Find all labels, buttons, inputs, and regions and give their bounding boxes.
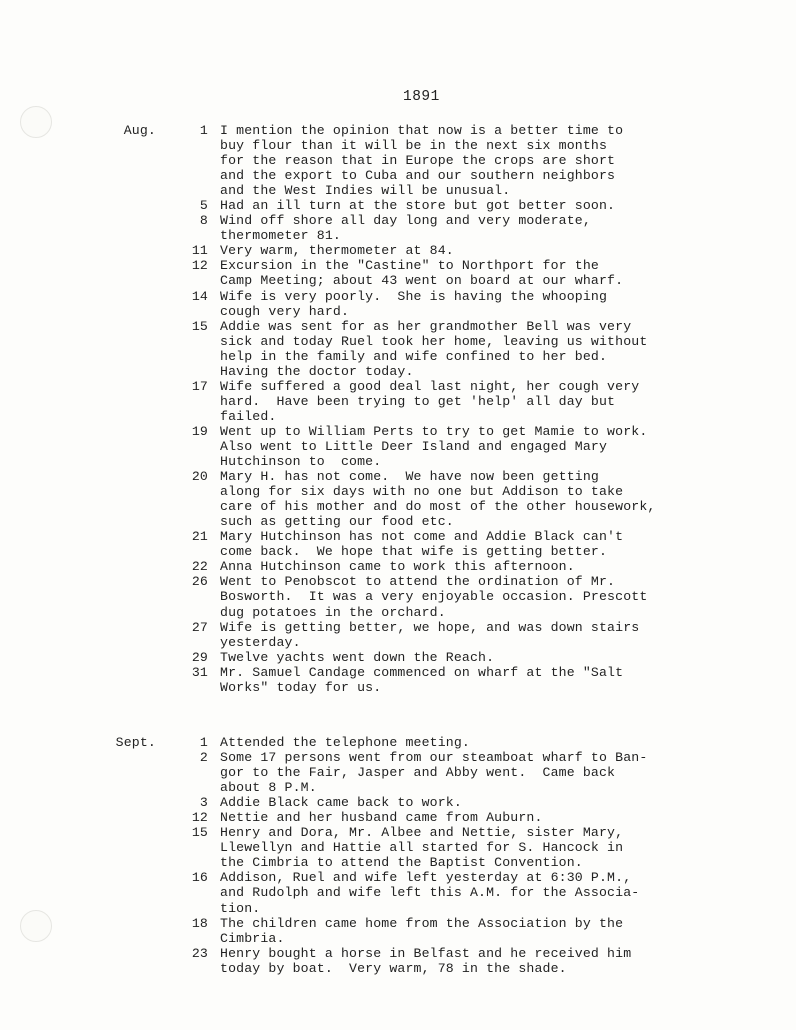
diary-entry [0, 319, 796, 379]
day-number: 21 [191, 529, 208, 545]
entry-line: Twelve yachts went down the Reach. [220, 649, 495, 665]
day-number: 2 [199, 750, 208, 766]
diary-entry [0, 198, 796, 213]
entry-line: Addison, Ruel and wife left yesterday at 6:30 P.M., [220, 870, 632, 886]
entry-line: Wind off shore all day long and very moderate, [220, 213, 591, 229]
diary-entry [0, 243, 796, 258]
diary-entry [0, 946, 796, 976]
entry-text [220, 289, 607, 319]
diary-entry [0, 735, 796, 750]
day-number: 12 [191, 810, 208, 826]
entry-line: hard. Have been trying to get 'help' all day but [220, 393, 616, 409]
entry-text [220, 424, 647, 469]
day-number: 23 [191, 945, 208, 961]
entry-text [220, 665, 623, 695]
entry-line: Also went to Little Deer Island and engaged Mary [220, 438, 608, 454]
entry-line: thermometer 81. [220, 228, 341, 244]
day-number: 14 [191, 288, 208, 304]
entry-line: along for six days with no one but Addison to take [220, 484, 624, 500]
entry-line: help in the family and wife confined to her bed. [220, 348, 608, 364]
entry-line: today by boat. Very warm, 78 in the shade. [220, 960, 567, 976]
diary-entry [0, 650, 796, 665]
month-label: Sept. [115, 735, 156, 750]
day-number: 17 [191, 378, 208, 394]
diary-entry [0, 379, 796, 424]
entry-text [220, 946, 631, 976]
entry-text [220, 735, 470, 750]
day-number: 19 [191, 423, 208, 439]
entry-line: sick and today Ruel took her home, leaving us without [220, 333, 648, 349]
diary-entry [0, 916, 796, 946]
diary-entry [0, 559, 796, 574]
entry-line: Henry and Dora, Mr. Albee and Nettie, sister Mary, [220, 825, 624, 841]
day-number: 15 [191, 318, 208, 334]
entry-text [220, 750, 647, 795]
day-number: 29 [191, 649, 208, 665]
entry-text [220, 810, 543, 825]
entry-line: Hutchinson to come. [220, 454, 382, 470]
month-section-september [0, 735, 796, 976]
entry-line: yesterday. [220, 634, 301, 650]
day-number: 11 [191, 243, 208, 259]
entry-line: Excursion in the "Castine" to Northport for the [220, 258, 599, 274]
day-number: 18 [191, 915, 208, 931]
diary-entry [0, 123, 796, 198]
entry-line: Having the doctor today. [220, 363, 414, 379]
day-number: 1 [199, 735, 208, 750]
diary-entry [0, 750, 796, 795]
day-number: 16 [191, 870, 208, 886]
entry-line: Very warm, thermometer at 84. [220, 243, 454, 259]
entry-line: The children came home from the Association by the [220, 915, 624, 931]
diary-entry [0, 469, 796, 529]
entry-text [220, 574, 647, 619]
page-title: 1891 [403, 89, 440, 105]
entry-line: Wife is getting better, we hope, and was down stairs [220, 619, 640, 635]
entry-line: about 8 P.M. [220, 780, 317, 796]
diary-entry [0, 870, 796, 915]
entry-text [220, 825, 623, 870]
entry-line: the Cimbria to attend the Baptist Convention. [220, 855, 583, 871]
entry-line: and the West Indies will be unusual. [220, 183, 511, 199]
entry-text [220, 469, 655, 529]
diary-entry [0, 424, 796, 469]
entry-text [220, 870, 639, 915]
entry-line: care of his mother and do most of the other housework, [220, 499, 656, 515]
entry-line: Henry bought a horse in Belfast and he received him [220, 945, 632, 961]
entry-text [220, 213, 591, 243]
entry-text [220, 258, 623, 288]
entry-line: Cimbria. [220, 930, 285, 946]
day-number: 26 [191, 574, 208, 590]
entry-line: I mention the opinion that now is a better time to [220, 123, 624, 138]
diary-entry [0, 825, 796, 870]
entry-line: Went up to William Perts to try to get Mamie to work. [220, 423, 648, 439]
entry-line: Attended the telephone meeting. [220, 735, 470, 750]
entry-line: Went to Penobscot to attend the ordination of Mr. [220, 574, 616, 590]
day-number: 12 [191, 258, 208, 274]
entry-line: cough very hard. [220, 303, 350, 319]
entry-text [220, 379, 639, 424]
entry-line: Anna Hutchinson came to work this afternoon. [220, 559, 575, 575]
diary-entry [0, 665, 796, 695]
entry-text [220, 198, 615, 213]
diary-entry [0, 810, 796, 825]
month-label: Aug. [123, 123, 156, 138]
entry-line: Mary Hutchinson has not come and Addie Black can't [220, 529, 624, 545]
entry-text [220, 795, 462, 810]
entry-line: tion. [220, 900, 261, 916]
entry-text [220, 916, 623, 946]
diary-entry [0, 529, 796, 559]
entry-text [220, 559, 575, 574]
entry-line: come back. We hope that wife is getting better. [220, 544, 608, 560]
day-number: 1 [199, 123, 208, 138]
diary-entry [0, 213, 796, 243]
entry-line: Mr. Samuel Candage commenced on wharf at the "Salt [220, 664, 624, 680]
day-number: 5 [199, 198, 208, 214]
entry-line: and Rudolph and wife left this A.M. for the Associa- [220, 885, 640, 901]
entry-line: Works" today for us. [220, 679, 382, 695]
entry-line: Llewellyn and Hattie all started for S. Hancock in [220, 840, 624, 856]
entry-line: Nettie and her husband came from Auburn. [220, 810, 543, 826]
entry-text [220, 650, 494, 665]
entry-line: failed. [220, 408, 277, 424]
entry-line: for the reason that in Europe the crops are short [220, 153, 616, 169]
day-number: 8 [199, 213, 208, 229]
entry-line: Had an ill turn at the store but got better soon. [220, 198, 616, 214]
entry-line: dug potatoes in the orchard. [220, 604, 446, 620]
entry-line: Bosworth. It was a very enjoyable occasion. Prescott [220, 589, 648, 605]
entry-line: Addie Black came back to work. [220, 795, 462, 811]
entry-line: such as getting our food etc. [220, 514, 454, 530]
entry-line: Camp Meeting; about 43 went on board at our wharf. [220, 273, 624, 289]
diary-entry [0, 795, 796, 810]
entry-line: Wife is very poorly. She is having the whooping [220, 288, 608, 304]
entry-line: gor to the Fair, Jasper and Abby went. Came back [220, 765, 616, 781]
entry-text [220, 123, 623, 198]
entry-line: and the export to Cuba and our southern neighbors [220, 168, 616, 184]
entry-text [220, 319, 647, 379]
entry-line: Mary H. has not come. We have now been getting [220, 469, 599, 485]
diary-entry [0, 620, 796, 650]
day-number: 27 [191, 619, 208, 635]
entry-text [220, 529, 623, 559]
diary-entry [0, 289, 796, 319]
entry-line: Wife suffered a good deal last night, her cough very [220, 378, 640, 394]
day-number: 3 [199, 795, 208, 811]
entry-text [220, 243, 454, 258]
entry-text [220, 620, 639, 650]
entry-line: Addie was sent for as her grandmother Bell was very [220, 318, 632, 334]
entry-line: Some 17 persons went from our steamboat wharf to Ban- [220, 750, 648, 766]
day-number: 15 [191, 825, 208, 841]
diary-entry [0, 258, 796, 288]
diary-entry [0, 574, 796, 619]
day-number: 31 [191, 664, 208, 680]
day-number: 22 [191, 559, 208, 575]
day-number: 20 [191, 469, 208, 485]
entry-line: buy flour than it will be in the next six months [220, 138, 608, 154]
month-section-august [0, 123, 796, 695]
